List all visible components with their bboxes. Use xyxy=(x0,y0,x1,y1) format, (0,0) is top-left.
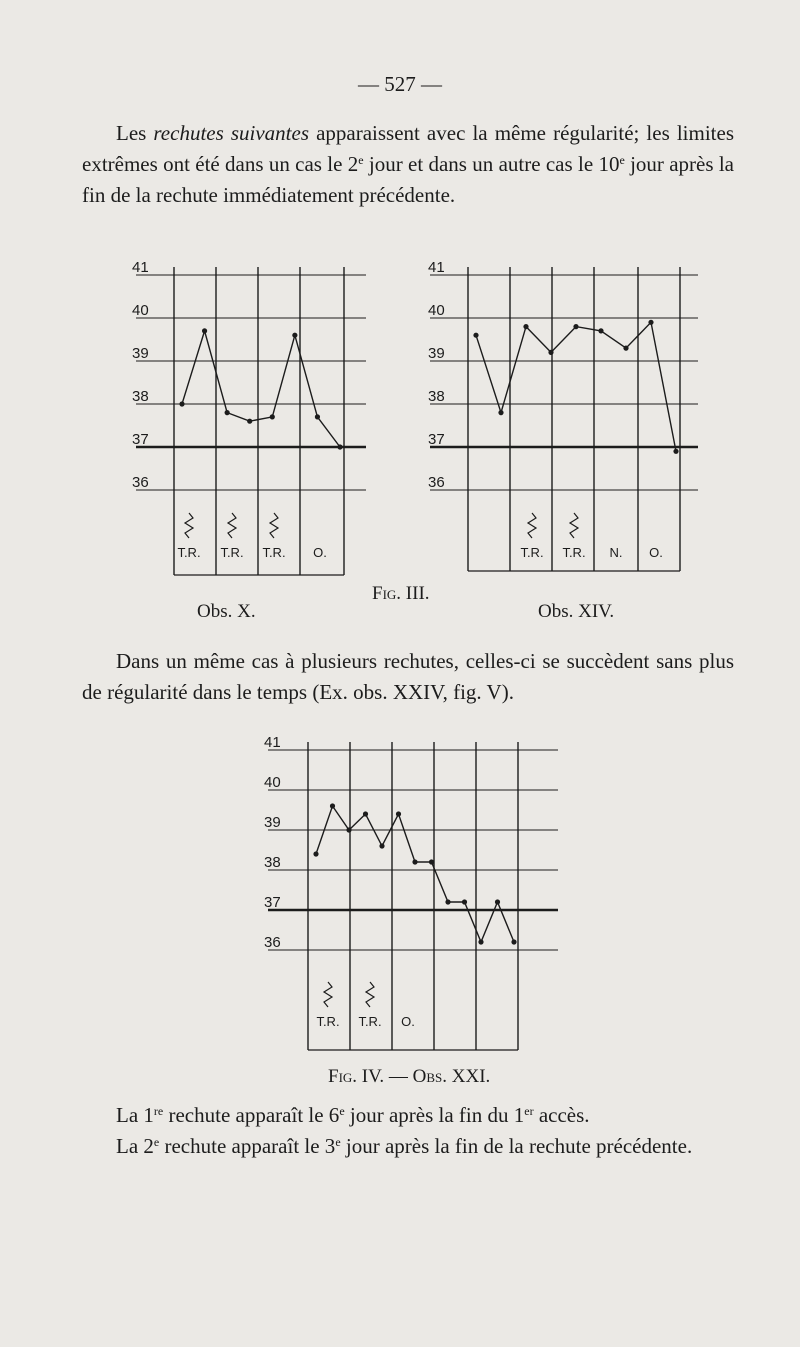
data-point xyxy=(429,859,434,864)
obs-x-caption: Obs. X. xyxy=(197,601,256,622)
temperature-curve xyxy=(316,806,514,942)
data-point xyxy=(548,350,553,355)
rigor-wavy-mark xyxy=(228,513,236,538)
data-point xyxy=(598,328,603,333)
y-tick-label: 38 xyxy=(132,388,149,405)
y-tick-label: 40 xyxy=(132,302,149,319)
data-point xyxy=(270,414,275,419)
rigor-wavy-mark xyxy=(324,982,332,1007)
page-number: — 527 — xyxy=(358,72,442,96)
data-point xyxy=(247,419,252,424)
data-point xyxy=(623,346,628,351)
rigor-wavy-mark xyxy=(570,513,578,538)
annotation-label: O. xyxy=(401,1014,415,1029)
y-tick-label: 39 xyxy=(264,814,281,831)
data-point xyxy=(315,414,320,419)
figure-iii-caption: Fig. III. xyxy=(372,583,430,604)
data-point xyxy=(292,333,297,338)
y-tick-label: 36 xyxy=(264,934,281,951)
annotation-label: T.R. xyxy=(262,545,286,560)
y-tick-label: 40 xyxy=(264,774,281,791)
data-point xyxy=(179,401,184,406)
y-tick-label: 36 xyxy=(132,474,149,491)
y-tick-label: 37 xyxy=(132,431,149,448)
data-point xyxy=(396,811,401,816)
data-point xyxy=(346,827,351,832)
rigor-wavy-mark xyxy=(185,513,193,538)
data-point xyxy=(225,410,230,415)
data-point xyxy=(412,859,417,864)
rigor-wavy-mark xyxy=(366,982,374,1007)
annotation-label: N. xyxy=(609,545,623,560)
data-point xyxy=(498,410,503,415)
y-tick-label: 38 xyxy=(264,854,281,871)
data-point xyxy=(445,899,450,904)
y-tick-label: 40 xyxy=(428,302,445,319)
annotation-label: T.R. xyxy=(562,545,586,560)
y-tick-label: 37 xyxy=(428,431,445,448)
data-point xyxy=(478,939,483,944)
rigor-wavy-mark xyxy=(270,513,278,538)
data-point xyxy=(648,320,653,325)
data-point xyxy=(363,811,368,816)
emphasis-rechutes-suivantes: rechutes suivantes xyxy=(153,121,309,145)
data-point xyxy=(511,939,516,944)
data-point xyxy=(495,899,500,904)
y-tick-label: 41 xyxy=(264,734,281,751)
data-point xyxy=(673,449,678,454)
chart-obs-xiv xyxy=(420,255,710,580)
data-point xyxy=(202,328,207,333)
data-point xyxy=(473,333,478,338)
data-point xyxy=(379,843,384,848)
data-point xyxy=(313,851,318,856)
data-point xyxy=(573,324,578,329)
annotation-label: T.R. xyxy=(220,545,244,560)
temperature-curve xyxy=(476,322,676,451)
data-point xyxy=(462,899,467,904)
annotation-label: O. xyxy=(313,545,327,560)
paragraph-deuxieme-rechute: La 2e rechute apparaît le 3e jour après la fin de la rechute précédente. xyxy=(116,1134,693,1158)
data-point xyxy=(523,324,528,329)
annotation-label: T.R. xyxy=(316,1014,340,1029)
y-tick-label: 36 xyxy=(428,474,445,491)
y-tick-label: 37 xyxy=(264,894,281,911)
annotation-label: T.R. xyxy=(520,545,544,560)
temperature-curve xyxy=(182,331,340,447)
rigor-wavy-mark xyxy=(528,513,536,538)
annotation-label: T.R. xyxy=(358,1014,382,1029)
obs-xiv-caption: Obs. XIV. xyxy=(538,601,615,622)
annotation-label: T.R. xyxy=(177,545,201,560)
y-tick-label: 41 xyxy=(132,259,149,276)
figure-iv-caption: Fig. IV. — Obs. XXI. xyxy=(328,1066,491,1087)
chart-obs-xxi xyxy=(258,730,558,1060)
chart-obs-x xyxy=(126,255,376,580)
paragraph-premiere-rechute: La 1re rechute apparaît le 6e jour après la fin du 1er accès. xyxy=(116,1103,590,1127)
y-tick-label: 39 xyxy=(132,345,149,362)
y-tick-label: 41 xyxy=(428,259,445,276)
paragraph-rechutes-suivantes: Les rechutes suivantes apparaissent avec la même régularité; les limites extrêmes ont été dans un cas le 2e jour et dans un autre cas le 10e jour après la fin de la rechute immédiatement précédente. xyxy=(82,121,734,207)
y-tick-label: 39 xyxy=(428,345,445,362)
data-point xyxy=(337,444,342,449)
annotation-label: O. xyxy=(649,545,663,560)
paragraph-plusieurs-rechutes: Dans un même cas à plusieurs rechutes, celles-ci se succèdent sans plus de régularité dans le temps (Ex. obs. XXIV, fig. V). xyxy=(82,649,734,704)
y-tick-label: 38 xyxy=(428,388,445,405)
data-point xyxy=(330,803,335,808)
